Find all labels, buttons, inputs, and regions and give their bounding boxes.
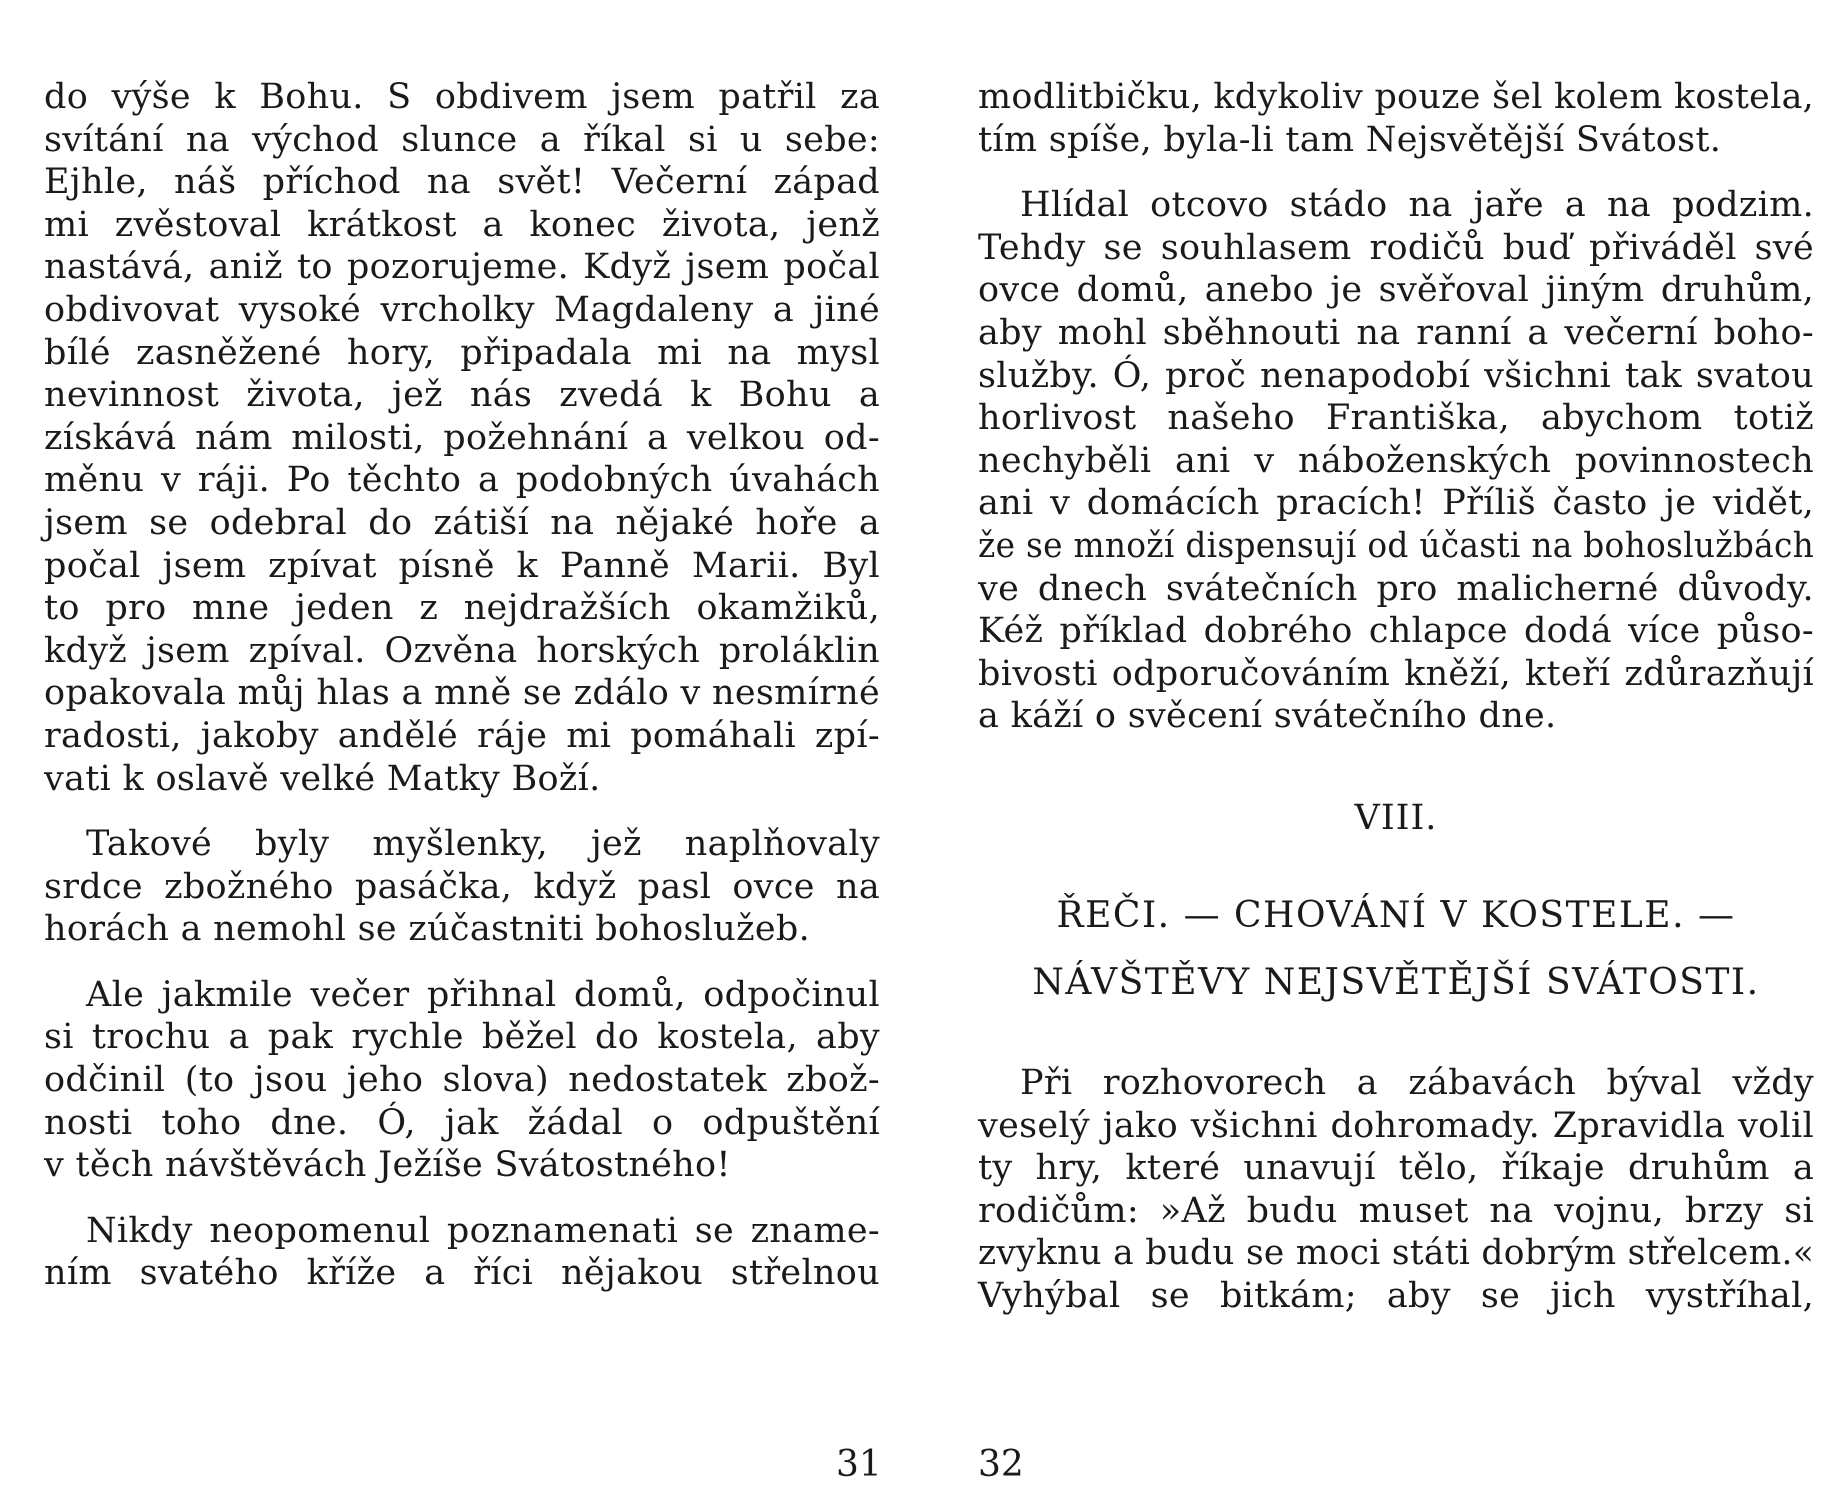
text-line: mi zvěstoval krátkost a konec života, jenž [44,204,880,245]
text-line: rodičům: »Až budu muset na vojnu, brzy si [978,1190,1814,1231]
text-line: nastává, aniž to pozorujeme. Když jsem počal [44,247,880,288]
text-line: Hlídal otcovo stádo na jaře a na podzim. [1020,185,1814,226]
text-line: to pro mne jeden z nejdražších okamžiků, [44,588,880,629]
text-line: ním svatého kříže a říci nějakou střelnou [44,1253,880,1294]
text-line: aby mohl sběhnouti na ranní a večerní boho- [978,312,1814,353]
text-line: Nikdy neopomenul poznamenati se zname- [86,1210,880,1251]
chapter-number: VIII. [1354,797,1438,838]
text-line: získává nám milosti, požehnání a velkou od- [44,417,880,458]
text-line: a káží o svěcení svátečního dne. [978,696,1557,737]
right-paragraph-3 [978,1062,1814,1318]
text-line: měnu v ráji. Po těchto a podobných úvahách [44,460,880,501]
text-line: horlivost našeho Františka, abychom totiž [978,398,1814,439]
text-line: nechyběli ani v náboženských povinnostech [978,440,1814,481]
text-line: ve dnech svátečních pro malicherné důvody. [978,568,1814,609]
text-line: bílé zasněžené hory, připadala mi na mysl [44,332,880,373]
page-number-right: 32 [978,1444,1024,1485]
right-paragraph-1 [978,76,1814,161]
text-line: ovce domů, anebo je svěřoval jiným druhům, [978,270,1814,311]
text-line: ani v domácích pracích! Příliš často je vidět, [978,483,1814,524]
text-line: vati k oslavě velké Matky Boží. [44,758,601,799]
text-line: Tehdy se souhlasem rodičů buď přiváděl své [978,227,1814,268]
right-page [978,76,1814,1340]
left-paragraph-4 [44,1210,880,1295]
text-line: v těch návštěvách Ježíše Svátostného! [44,1145,731,1186]
text-line: Ejhle, náš příchod na svět! Večerní západ [44,162,880,203]
text-line: jsem se odebral do zátiší na nějaké hoře a [44,502,880,543]
text-line: zvyknu a budu se moci státi dobrým střelcem.« [978,1233,1815,1274]
left-page [44,76,880,1318]
chapter-title-line: NÁVŠTĚVY NEJSVĚTĚJŠÍ SVÁTOSTI. [1032,961,1760,1003]
text-line: do výše k Bohu. S obdivem jsem patřil za [44,77,880,117]
text-line: radosti, jakoby andělé ráje mi pomáhali zpí- [44,715,880,756]
left-paragraph-3 [44,974,880,1187]
page-number-left: 31 [836,1444,882,1485]
text-line: ty hry, které unavují tělo, říkaje druhům a [978,1148,1814,1189]
text-line: Kéž příklad dobrého chlapce dodá více půso- [978,611,1814,652]
text-line: svítání na východ slunce a říkal si u sebe: [44,119,880,160]
text-line: opakovala můj hlas a mně se zdálo v nesmírné [44,673,880,714]
right-paragraph-2 [978,184,1814,738]
text-line: tím spíše, byla-li tam Nejsvětější Svátost. [978,119,1722,160]
left-paragraph-2 [44,823,880,951]
text-line: veselý jako všichni dohromady. Zpravidla volil [978,1105,1814,1146]
text-line: bivosti odporučováním kněží, kteří zdůrazňují [978,653,1814,694]
text-line: obdivovat vysoké vrcholky Magdaleny a jiné [44,289,880,330]
left-paragraph-1 [44,76,880,800]
chapter-title-line: ŘEČI. — CHOVÁNÍ V KOSTELE. — [1056,894,1736,936]
text-line: že se množí dispensují od účasti na bohoslužbách [978,525,1815,566]
text-line: Při rozhovorech a zábavách býval vždy [1020,1062,1814,1103]
text-line: Ale jakmile večer přihnal domů, odpočinul [86,974,880,1015]
text-line: počal jsem zpívat písně k Panně Marii. Byl [44,545,880,586]
text-line: služby. Ó, proč nenapodobí všichni tak svatou [978,355,1814,396]
text-line: odčinil (to jsou jeho slova) nedostatek zbož- [44,1060,880,1101]
text-line: srdce zbožného pasáčka, když pasl ovce na [44,866,880,907]
text-line: horách a nemohl se zúčastniti bohoslužeb. [44,909,811,950]
text-line: když jsem zpíval. Ozvěna horských proláklin [44,630,880,671]
text-line: Takové byly myšlenky, jež naplňovaly [86,824,880,865]
text-line: si trochu a pak rychle běžel do kostela, aby [44,1017,880,1058]
text-line: nevinnost života, jež nás zvedá k Bohu a [44,375,880,416]
chapter-title [978,882,1814,1016]
text-line: Vyhýbal se bitkám; aby se jich vystříhal, [978,1275,1814,1316]
text-line: nosti toho dne. Ó, jak žádal o odpuštění [44,1102,880,1143]
text-line: modlitbičku, kdykoliv pouze šel kolem kostela, [978,77,1815,117]
